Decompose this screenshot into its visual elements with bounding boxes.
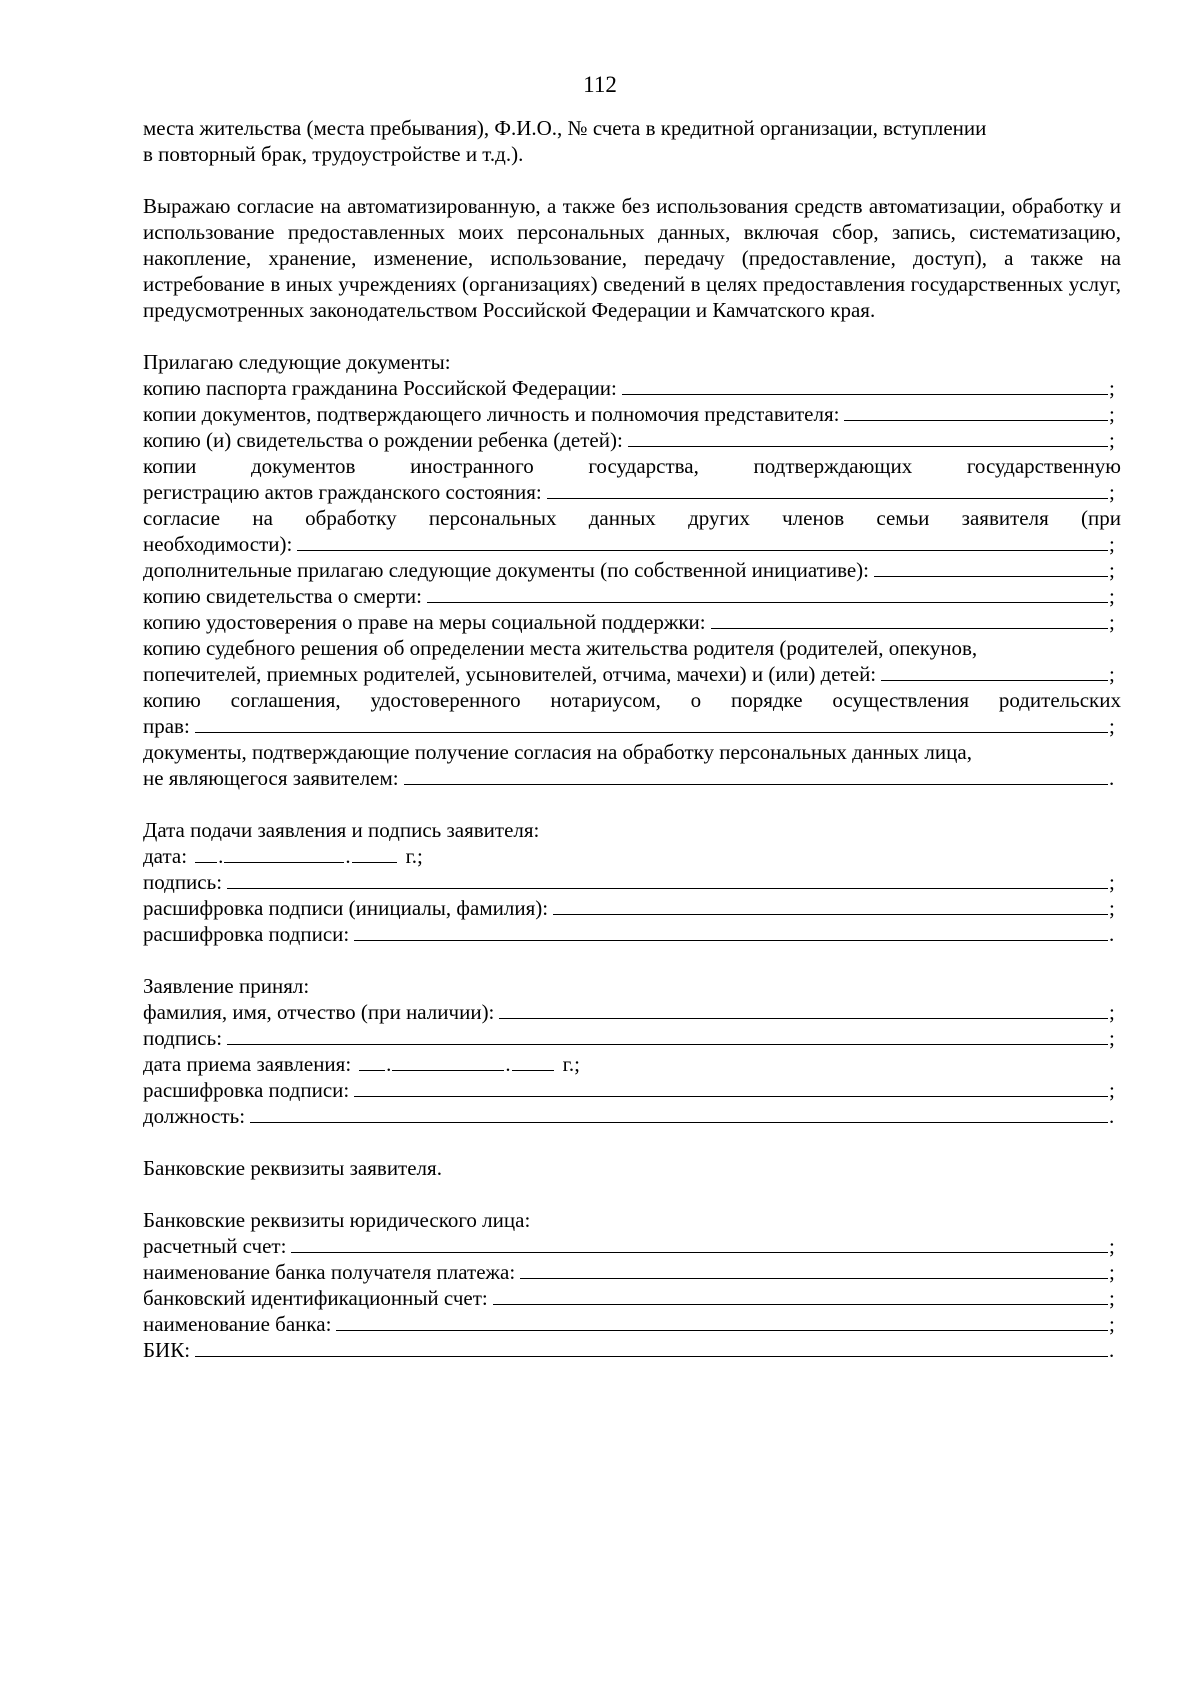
notary-agreement-field: прав: ;	[143, 714, 1115, 738]
notary-agreement-input-line[interactable]	[195, 713, 1108, 733]
nonapplicant-consent-line-1: документы, подтверждающие получение согласия на обработку персональных данных лица,	[143, 740, 972, 764]
submission-year-blank[interactable]	[352, 843, 397, 863]
accepted-year-blank[interactable]	[512, 1051, 554, 1071]
page-number: 112	[583, 72, 617, 97]
death-cert-field: копию свидетельства о смерти: ;	[143, 584, 1115, 608]
additional-docs-field: дополнительные прилагаю следующие документы (по собственной инициативе): ;	[143, 558, 1115, 582]
bik-input-line[interactable]	[195, 1337, 1108, 1357]
submission-date-field: дата: . . г.;	[143, 844, 423, 868]
submission-signature-input-line[interactable]	[227, 869, 1108, 889]
bank-name-input-line[interactable]	[336, 1311, 1108, 1331]
consent-paragraph: Выражаю согласие на автоматизированную, а также без использования средств автоматизации, обработку и использование предоставленных моих персональных данных, включая сбор, запись, систематизацию, накопление, хранение, изменение, использование, передачу (предоставление, доступ), а также на истребование в иных учреждениях (организациях) сведений в целях предоставления государственных услуг, предусмотренных законодательством Российской Федерации и Камчатского края.	[143, 194, 1121, 322]
social-support-field: копию удостоверения о праве на меры социальной поддержки: ;	[143, 610, 1115, 634]
accepted-position-field: должность: .	[143, 1104, 1115, 1128]
nonapplicant-consent-input-line[interactable]	[404, 765, 1108, 785]
additional-docs-input-line[interactable]	[874, 557, 1108, 577]
family-consent-field: необходимости): ;	[143, 532, 1115, 556]
court-decision-line-1: копию судебного решения об определении места жительства родителя (родителей, опекунов,	[143, 636, 978, 660]
submission-decoding-input-line[interactable]	[354, 921, 1108, 941]
social-support-input-line[interactable]	[711, 609, 1108, 629]
recipient-bank-field: наименование банка получателя платежа: ;	[143, 1260, 1115, 1284]
submission-heading: Дата подачи заявления и подпись заявителя:	[143, 818, 540, 842]
foreign-docs-input-line[interactable]	[547, 479, 1108, 499]
documents-heading: Прилагаю следующие документы:	[143, 350, 451, 374]
submission-signature-field: подпись: ;	[143, 870, 1115, 894]
bank-legal-heading: Банковские реквизиты юридического лица:	[143, 1208, 531, 1232]
accepted-full-name-input-line[interactable]	[499, 999, 1108, 1019]
recipient-bank-input-line[interactable]	[520, 1259, 1108, 1279]
accepted-month-blank[interactable]	[392, 1051, 504, 1071]
accepted-decoding-input-line[interactable]	[354, 1077, 1108, 1097]
intro-line-1: места жительства (места пребывания), Ф.И.О., № счета в кредитной организации, вступлении	[143, 116, 987, 140]
court-decision-field: попечителей, приемных родителей, усыновителей, отчима, мачехи) и (или) детей: ;	[143, 662, 1115, 686]
foreign-docs-field: регистрацию актов гражданского состояния: ;	[143, 480, 1115, 504]
foreign-docs-line-1: копии документов иностранного государства, подтверждающих государственную	[143, 454, 1121, 478]
submission-day-blank[interactable]	[195, 843, 217, 863]
accepted-full-name-field: фамилия, имя, отчество (при наличии): ;	[143, 1000, 1115, 1024]
representative-input-line[interactable]	[844, 401, 1108, 421]
notary-agreement-line-1: копию соглашения, удостоверенного нотариусом, о порядке осуществления родительских	[143, 688, 1121, 712]
bank-account-field: расчетный счет: ;	[143, 1234, 1115, 1258]
intro-line-2: в повторный брак, трудоустройстве и т.д.).	[143, 142, 524, 166]
family-consent-line-1: согласие на обработку персональных данных других членов семьи заявителя (при	[143, 506, 1121, 530]
bank-applicant-heading: Банковские реквизиты заявителя.	[143, 1156, 442, 1180]
birth-cert-input-line[interactable]	[628, 427, 1108, 447]
accepted-signature-input-line[interactable]	[227, 1025, 1108, 1045]
submission-month-blank[interactable]	[224, 843, 344, 863]
bank-account-input-line[interactable]	[291, 1233, 1108, 1253]
court-decision-input-line[interactable]	[881, 661, 1108, 681]
accepted-date-field: дата приема заявления: . . г.;	[143, 1052, 581, 1076]
submission-decoding-full-input-line[interactable]	[553, 895, 1108, 915]
bik-field: БИК: .	[143, 1338, 1115, 1362]
document-body	[143, 115, 1121, 1363]
representative-field: копии документов, подтверждающего личность и полномочия представителя: ;	[143, 402, 1115, 426]
accepted-heading: Заявление принял:	[143, 974, 310, 998]
death-cert-input-line[interactable]	[427, 583, 1108, 603]
accepted-position-input-line[interactable]	[250, 1103, 1108, 1123]
submission-decoding-full-field: расшифровка подписи (инициалы, фамилия): ;	[143, 896, 1115, 920]
passport-input-line[interactable]	[622, 375, 1108, 395]
accepted-decoding-field: расшифровка подписи: ;	[143, 1078, 1115, 1102]
nonapplicant-consent-field: не являющегося заявителем: .	[143, 766, 1115, 790]
bank-name-field: наименование банка: ;	[143, 1312, 1115, 1336]
family-consent-input-line[interactable]	[297, 531, 1108, 551]
bank-id-input-line[interactable]	[493, 1285, 1108, 1305]
birth-cert-field: копию (и) свидетельства о рождении ребенка (детей): ;	[143, 428, 1115, 452]
bank-id-field: банковский идентификационный счет: ;	[143, 1286, 1115, 1310]
passport-field: копию паспорта гражданина Российской Федерации: ;	[143, 376, 1115, 400]
accepted-day-blank[interactable]	[359, 1051, 385, 1071]
accepted-signature-field: подпись: ;	[143, 1026, 1115, 1050]
submission-decoding-field: расшифровка подписи: .	[143, 922, 1115, 946]
